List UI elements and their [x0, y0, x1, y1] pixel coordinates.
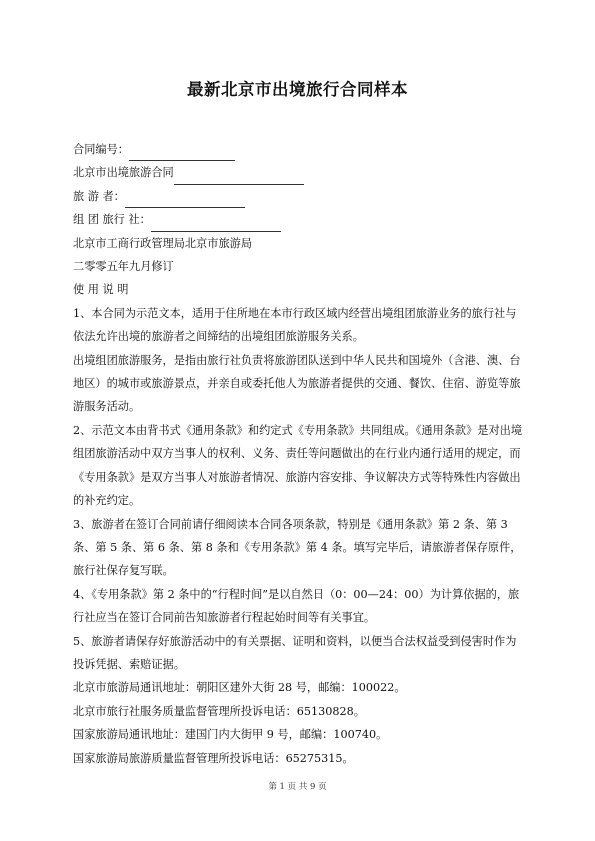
complaint-phone-beijing: 北京市旅行社服务质量监督管理所投诉电话：65130828。 — [73, 704, 365, 718]
contract-number-field — [73, 138, 525, 161]
paragraph-4: 3、旅游者在签订合同前请仔细阅读本合同各项条款，特别是《通用条款》第 2 条、第 3 条、第 5 条、第 6 条、第 8 条和《专用条款》第 4 条。填写完毕后，请旅游者保存原件，旅行社保存复写联。 — [73, 517, 522, 578]
revision-line: 二零零五年九月修订 — [73, 260, 174, 274]
paragraph-1: 1、本合同为示范文本，适用于住所地在本市行政区域内经营出境组团旅游业务的旅行社与依法允许出境的旅游者之间缔结的出境组团旅游服务关系。 — [73, 306, 517, 344]
tourist-field — [73, 185, 525, 208]
paragraph-6: 5、旅游者请保存好旅游活动中的有关票据、证明和资料，以便当合法权益受到侵害时作为投诉凭据、索赔证据。 — [73, 634, 517, 671]
issuer-line: 北京市工商行政管理局北京市旅游局 — [73, 236, 253, 250]
contract-name-field — [73, 161, 525, 184]
complaint-phone-national: 国家旅游局旅游质量监督管理所投诉电话：65275315。 — [73, 751, 354, 765]
document-title: 最新北京市出境旅行合同样本 — [187, 80, 408, 99]
contract-number-blank[interactable] — [129, 145, 235, 161]
agency-field — [73, 208, 525, 231]
contact-address-national: 国家旅游局通讯地址：建国门内大街甲 9 号，邮编：100740。 — [73, 728, 388, 742]
agency-blank[interactable] — [151, 216, 281, 232]
page-footer: 第 1 页 共 9 页 — [268, 782, 327, 792]
document-body — [73, 138, 525, 770]
field-label: 北京市出境旅游合同 — [73, 166, 174, 180]
paragraph-3: 2、示范文本由背书式《通用条款》和约定式《专用条款》共同组成。《通用条款》是对出境组团旅游活动中双方当事人的权利、义务、责任等问题做出的在行业内通行适用的规定，而《专用条款》是双方当事人对旅游者情况、旅游内容安排、争议解决方式等特殊性内容做出的补充约定。 — [73, 423, 523, 508]
field-label: 旅 游 者： — [73, 189, 125, 203]
tourist-blank[interactable] — [125, 192, 245, 208]
contract-name-blank[interactable] — [174, 169, 304, 185]
field-label: 合同编号： — [73, 143, 129, 156]
field-label: 组 团 旅行 社： — [73, 213, 151, 227]
contact-address-beijing: 北京市旅游局通讯地址：朝阳区建外大街 28 号，邮编：100022。 — [73, 681, 406, 695]
paragraph-5: 4、《专用条款》第 2 条中的“行程时间”是以自然日（0：00—24：00）为计算依据的，旅行社应当在签订合同前告知旅游者行程起始时间等有关事宜。 — [73, 587, 520, 625]
usage-heading: 使 用 说 明 — [73, 283, 129, 297]
paragraph-2: 出境组团旅游服务，是指由旅行社负责将旅游团队送到中华人民共和国境外（含港、澳、台地区）的城市或旅游景点，并亲自或委托他人为旅游者提供的交通、餐饮、住宿、游览等旅游服务活动。 — [73, 353, 521, 414]
